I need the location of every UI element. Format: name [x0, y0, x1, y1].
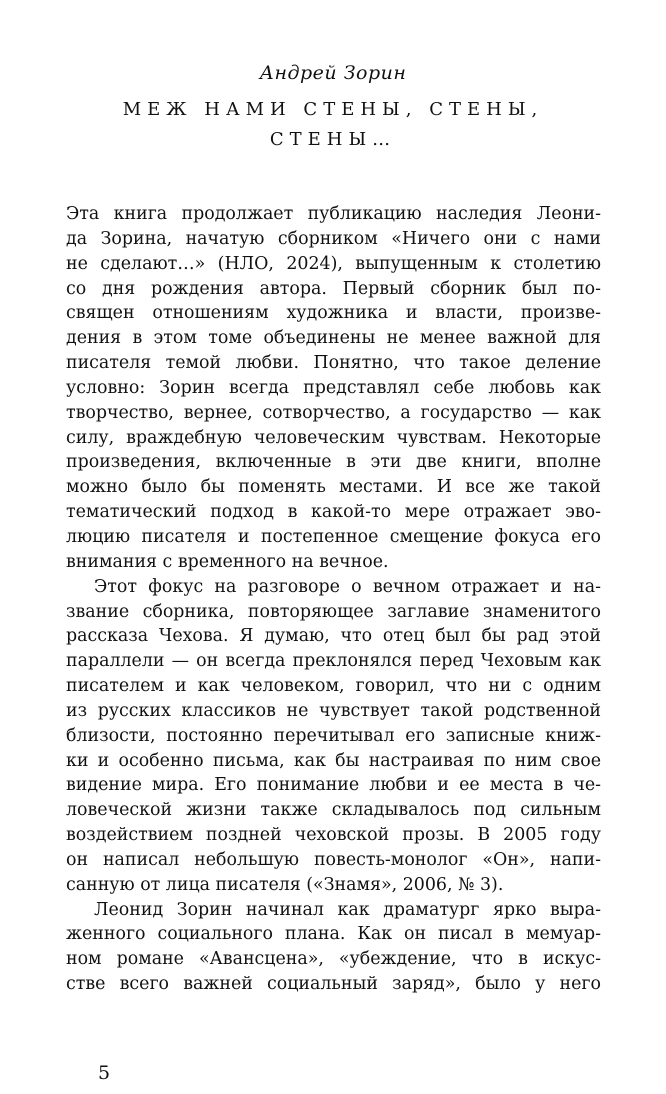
author-name: Андрей Зорин	[259, 62, 407, 84]
text-line: тематический подход в какой-то мере отражает эво-	[66, 502, 601, 523]
chapter-title-line-2: СТЕНЫ…	[269, 129, 397, 150]
text-line: стве всего важней социальный заряд», было у него	[66, 974, 601, 995]
text-line: звание сборника, повторяющее заглавие знаменитого	[66, 601, 601, 622]
text-line: ки и особенно письма, как бы настраивая по ним свое	[66, 750, 601, 771]
text-line: со дня рождения автора. Первый сборник был по-	[66, 278, 601, 299]
text-line: не сделают…» (НЛО, 2024), выпущенным к столетию	[66, 253, 601, 274]
text-line: внимания с временного на вечное.	[66, 551, 389, 572]
text-line: Леонид Зорин начинал как драматург ярко выра-	[94, 899, 601, 920]
text-line: санную от лица писателя («Знамя», 2006, № 3).	[66, 874, 504, 895]
text-line: воздействием поздней чеховской прозы. В 2005 году	[66, 825, 601, 846]
text-line: рассказа Чехова. Я думаю, что отец был бы рад этой	[66, 626, 601, 647]
text-line: он написал небольшую повесть-монолог «Он», напи-	[66, 849, 601, 870]
text-line: условно: Зорин всегда представлял себе любовь как	[66, 377, 601, 398]
text-line: писателем и как человеком, говорил, что ни с одним	[66, 676, 601, 697]
text-line: из русских классиков не чувствует такой родственной	[66, 700, 601, 721]
text-line: можно было бы поменять местами. И все же такой	[66, 477, 601, 498]
text-line: близости, постоянно перечитывал его записные книж-	[66, 725, 601, 746]
text-line: ловеческой жизни также складывалось под сильным	[66, 800, 601, 821]
text-line: Эта книга продолжает публикацию наследия Леони-	[66, 204, 601, 224]
text-line: видение мира. Его понимание любви и ее места в че-	[66, 775, 601, 796]
text-line: силу, враждебную человеческим чувствам. Некоторые	[66, 427, 601, 448]
text-line: Этот фокус на разговоре о вечном отражает и на-	[94, 576, 601, 597]
text-line: да Зорина, начатую сборником «Ничего они с нами	[66, 228, 601, 249]
text-line: ном романе «Авансцена», «убеждение, что в искус-	[66, 949, 601, 970]
body-text	[66, 202, 601, 997]
text-line: люцию писателя и постепенное смещение фокуса его	[66, 526, 601, 547]
paragraph-3	[66, 898, 601, 997]
paragraph-1	[66, 202, 601, 575]
text-line: женного социального плана. Как он писал в мемуар-	[66, 924, 601, 945]
page-number: 5	[98, 1062, 111, 1084]
text-line: параллели — он всегда преклонялся перед Чеховым как	[66, 651, 601, 672]
text-line: священ отношениям художника и власти, произве-	[66, 303, 601, 324]
text-line: дения в этом томе объединены не менее важной для	[66, 328, 601, 349]
chapter-title-line-1: МЕЖ НАМИ СТЕНЫ, СТЕНЫ,	[122, 99, 544, 120]
text-line: писателя темой любви. Понятно, что такое деление	[66, 353, 601, 374]
paragraph-2	[66, 575, 601, 898]
text-line: творчество, вернее, сотворчество, а государство — как	[66, 402, 601, 423]
text-line: произведения, включенные в эти две книги, вполне	[66, 452, 601, 473]
